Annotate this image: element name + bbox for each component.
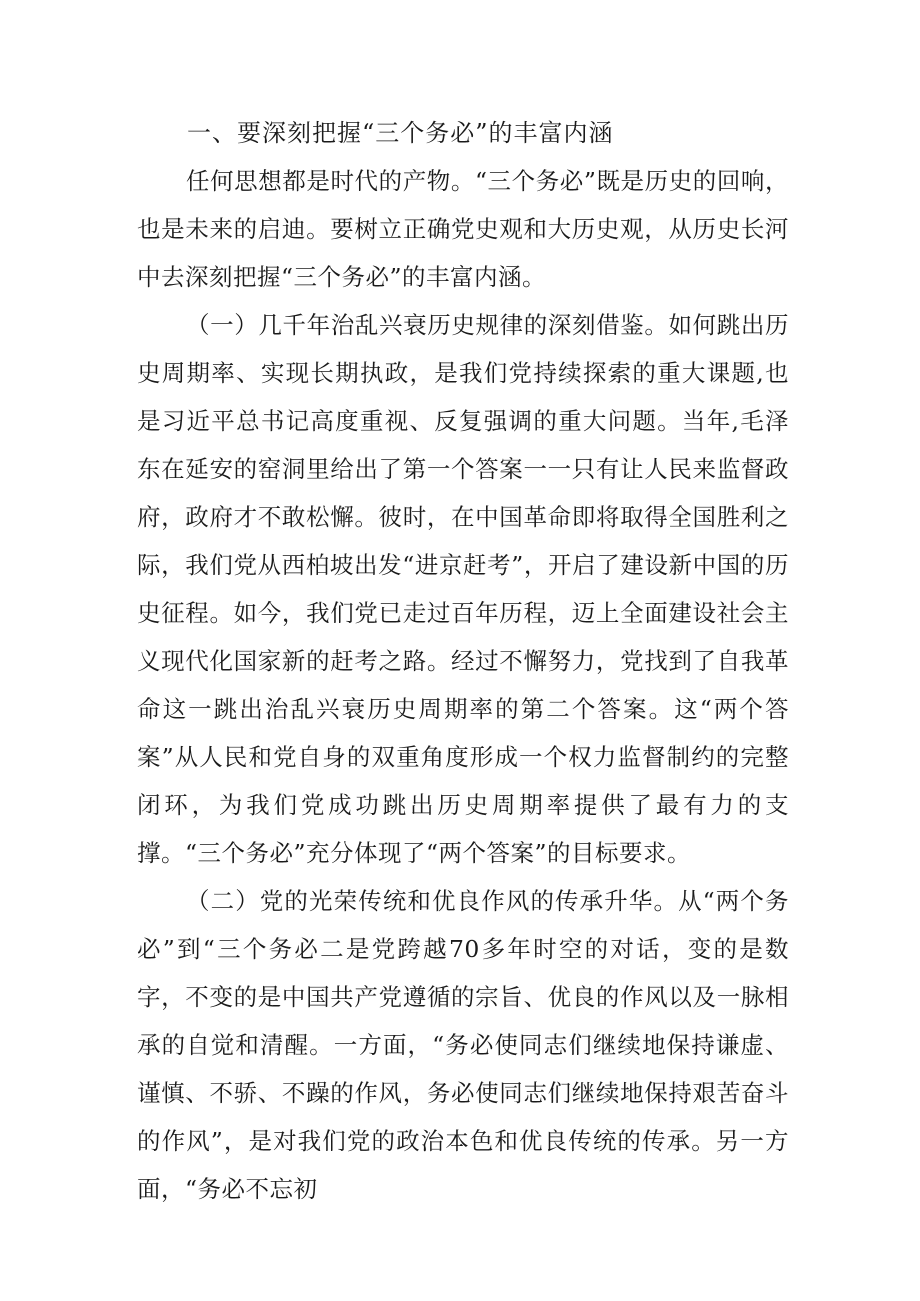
paragraph-intro: 任何思想都是时代的产物。“三个务必”既是历史的回响，也是未来的启迪。要树立正确党史观和大历史观，从历史长河中去深刻把握“三个务必”的丰富内涵。	[137, 167, 789, 291]
paragraph-subsection-2: （二）党的光荣传统和优良作风的传承升华。从“两个务必”到“三个务必二是党跨越70多年时空的对话，变的是数字，不变的是中国共产党遵循的宗旨、优良的作风以及一脉相承的自觉和清醒。一方面，“务必使同志们继续地保持谦虚、谨慎、不骄、不躁的作风，务必使同志们继续地保持艰苦奋斗的作风”，是对我们党的政治本色和优良传统的传承。另一方面，“务必不忘初	[137, 887, 789, 1203]
paragraph-subsection-1: （一）几千年治乱兴衰历史规律的深刻借鉴。如何跳出历史周期率、实现长期执政，是我们党持续探索的重大课题,也是习近平总书记高度重视、反复强调的重大问题。当年,毛泽东在延安的窑洞里给出了第一个答案一一只有让人民来监督政府，政府才不敢松懈。彼时，在中国革命即将取得全国胜利之际，我们党从西柏坡出发“进京赶考”，开启了建设新中国的历史征程。如今，我们党已走过百年历程，迈上全面建设社会主义现代化国家新的赶考之路。经过不懈努力，党找到了自我革命这一跳出治乱兴衰历史周期率的第二个答案。这“两个答案”从人民和党自身的双重角度形成一个权力监督制约的完整闭环，为我们党成功跳出历史周期率提供了最有力的支撑。“三个务必”充分体现了“两个答案”的目标要求。	[137, 311, 789, 867]
document-body	[137, 113, 789, 1213]
section-heading: 一、要深刻把握“三个务必”的丰富内涵	[187, 119, 614, 147]
